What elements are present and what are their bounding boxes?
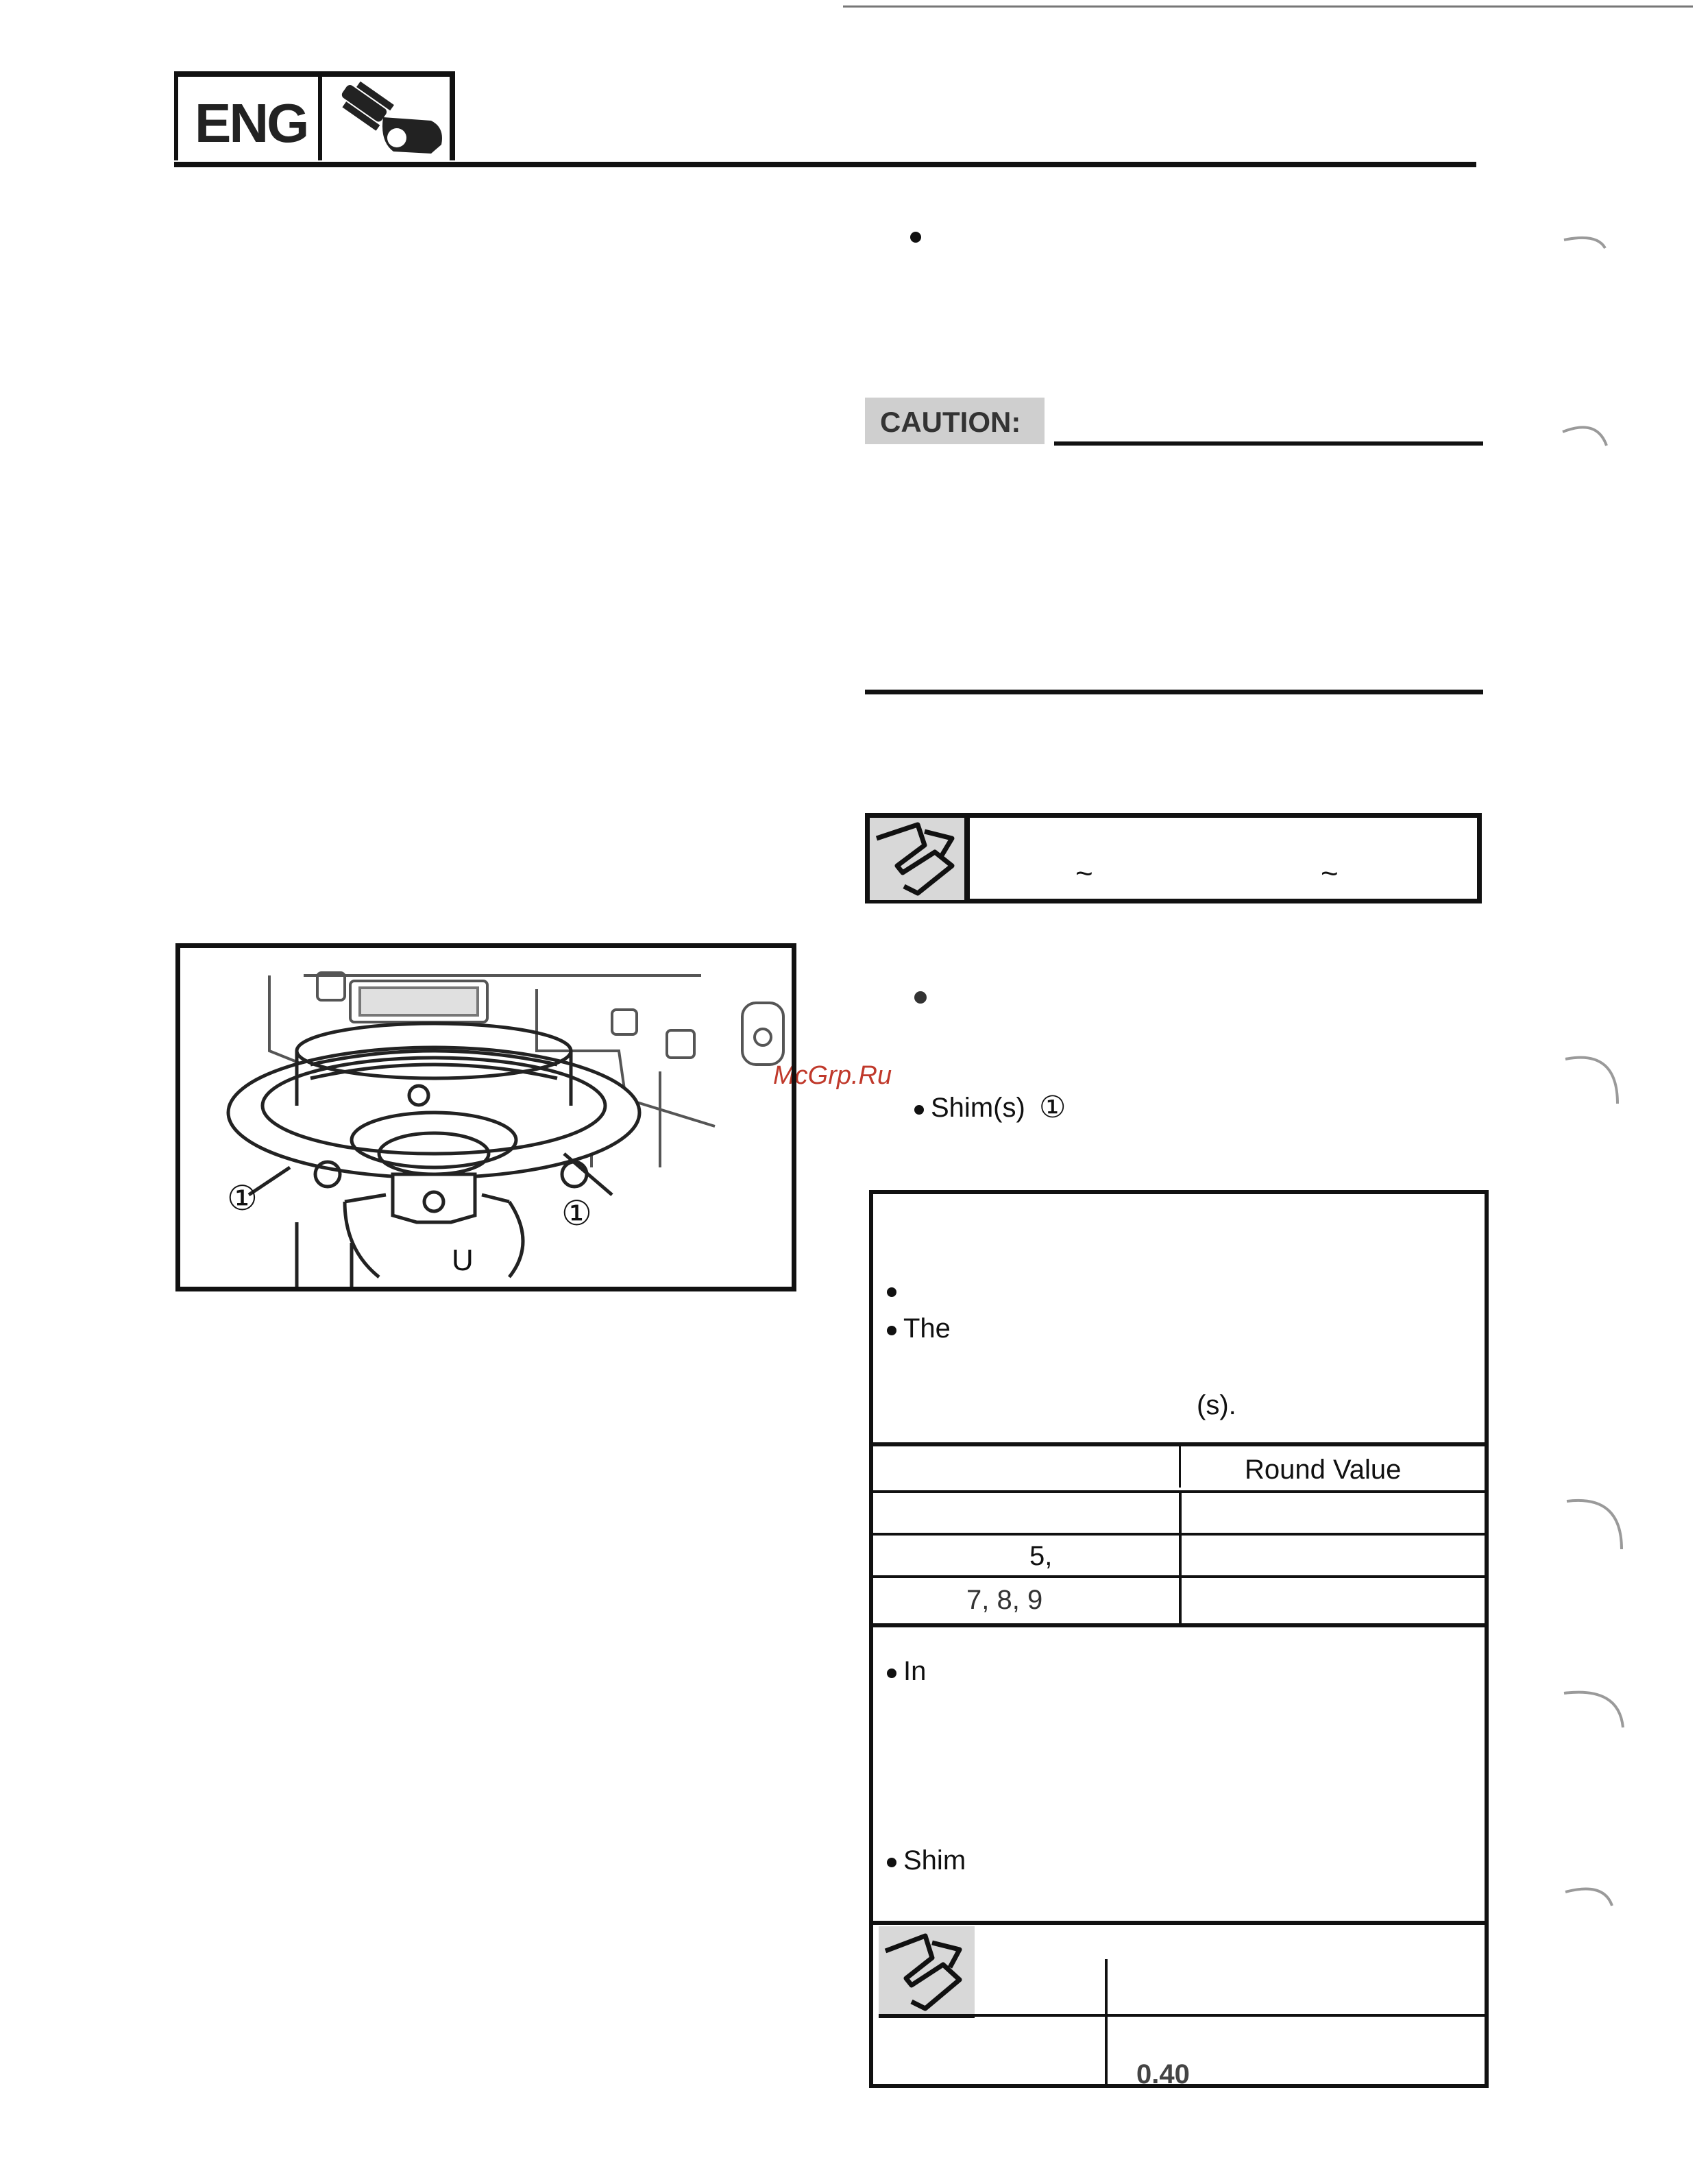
section-label: ENG <box>195 93 308 154</box>
caution-badge <box>865 398 1045 444</box>
spec-tilde-2: ~ <box>1321 857 1339 890</box>
callout-right: ① <box>561 1194 592 1233</box>
table-divider <box>1179 1493 1182 1625</box>
watermark: McGrp.Ru <box>773 1061 892 1090</box>
table-divider <box>1179 1446 1181 1488</box>
caution-label: CAUTION: <box>880 406 1021 438</box>
bullet-dot <box>914 991 927 1004</box>
caution-rule-bottom <box>865 690 1483 694</box>
spec-rule <box>975 2014 1485 2017</box>
shim-callout: ① <box>1039 1091 1066 1124</box>
note-line-s: (s). <box>1197 1390 1236 1420</box>
note-box: The (s). Round Value 5, 7, 8, 9 In Shim 0.40 <box>869 1190 1489 2088</box>
bottom-glyph: U <box>452 1243 474 1277</box>
figure-frame <box>175 943 796 1291</box>
engine-wrench-icon <box>328 80 448 156</box>
spec-box <box>865 813 1482 903</box>
spec-divider <box>1105 1959 1108 2084</box>
spec-tilde-1: ~ <box>1075 857 1093 890</box>
tool-photo <box>180 948 792 1287</box>
shim-label: Shim(s) <box>931 1093 1025 1123</box>
caliper-icon <box>879 1926 975 2018</box>
caliper-icon <box>870 818 970 900</box>
caution-rule-top <box>1054 441 1483 446</box>
top-rule <box>843 5 1693 8</box>
table-header-round-value: Round Value <box>1245 1455 1402 1485</box>
callout-left: ① <box>227 1179 258 1217</box>
table-row3-left: 7, 8, 9 <box>966 1585 1043 1615</box>
spec-rule <box>873 1921 1485 1925</box>
note-bullet <box>887 1287 896 1297</box>
bullet-dot <box>910 232 921 243</box>
table-rule <box>873 1623 1485 1627</box>
table-rule <box>873 1575 1485 1578</box>
spec-value: 0.40 <box>1136 2059 1190 2089</box>
header-rule <box>174 162 1476 167</box>
binder-marks <box>1556 206 1638 1919</box>
table-row2-left: 5, <box>1029 1541 1053 1571</box>
table-rule <box>873 1533 1485 1536</box>
section-badge <box>174 71 455 160</box>
